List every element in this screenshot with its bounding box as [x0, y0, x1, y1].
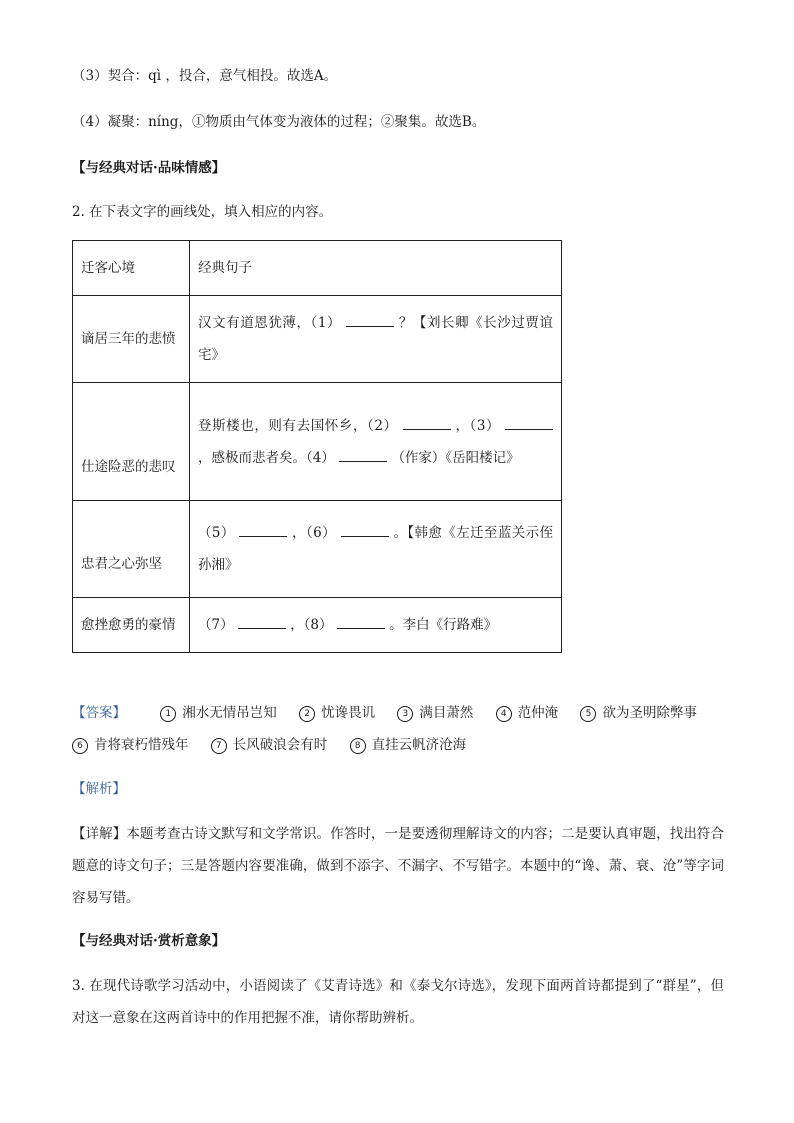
answer-block [72, 697, 724, 761]
answer-item: 2 忧谗畏讥 [299, 705, 375, 721]
fill-blank-1[interactable] [346, 312, 394, 327]
fill-blank-7[interactable] [238, 614, 286, 629]
answer-line-3: （3）契合：qì ，投合，意气相投。故选A。 [72, 68, 338, 84]
fill-blank-8[interactable] [337, 614, 385, 629]
question-3: 3. 在现代诗歌学习活动中，小语阅读了《艾青诗选》和《泰戈尔诗选》，发现下面两首诗都提到了“群星”，但对这一意象在这两首诗中的作用把握不准，请你帮助辨析。 [72, 978, 724, 1026]
question-2: 2. 在下表文字的画线处，填入相应的内容。 [72, 204, 333, 220]
fill-blank-4[interactable] [339, 447, 387, 462]
sentence-cell: 汉文有道恩犹薄，（1） ？【刘长卿《长沙过贾谊宅》 [190, 296, 562, 383]
answer-item: 7 长风破浪会有时 [211, 737, 328, 753]
answer-item: 4 范仲淹 [496, 705, 559, 721]
fill-blank-3[interactable] [505, 415, 553, 430]
answer-label: 【答案】 [72, 705, 126, 721]
detail-paragraph: 【详解】本题考查古诗文默写和文学常识。作答时，一是要透彻理解诗文的内容；二是要认真审题，找出符合题意的诗文句子；三是答题内容要准确，做到不添字、不漏字、不写错字。本题中的“谗、萧、衰、沧”等字词容易写错。 [72, 826, 724, 906]
mood-cell: 忠君之心弥坚 [73, 501, 190, 598]
answer-item: 5 欲为圣明除弊事 [580, 705, 697, 721]
header-mood: 迁客心境 [73, 241, 190, 296]
mood-cell: 谪居三年的悲愤 [73, 296, 190, 383]
section-heading-emotion: 【与经典对话·品味情感】 [72, 160, 226, 176]
mood-cell: 仕途险恶的悲叹 [73, 383, 190, 501]
poem-table [72, 240, 562, 653]
table-row [73, 296, 562, 383]
sentence-cell: （5） ，（6） 。【韩愈《左迁至蓝关示侄孙湘》 [190, 501, 562, 598]
answer-item: 8 直挂云帆济沧海 [350, 737, 467, 753]
table-row [73, 383, 562, 501]
mood-cell: 愈挫愈勇的豪情 [73, 598, 190, 653]
fill-blank-5[interactable] [239, 522, 287, 537]
header-sentence: 经典句子 [190, 241, 562, 296]
sentence-cell: 登斯楼也，则有去国怀乡，（2） ，（3） ，感极而悲者矣。（4） （作家）《岳阳楼记》 [190, 383, 562, 501]
table-row [73, 598, 562, 653]
analysis-label: 【解析】 [72, 781, 126, 797]
answer-item: 6 肯将衰朽惜残年 [72, 737, 189, 753]
table-header-row [73, 241, 562, 296]
answer-line-4: （4）凝聚：níng，①物质由气体变为液体的过程；②聚集。故选B。 [72, 114, 486, 130]
table-row [73, 501, 562, 598]
section-heading-imagery: 【与经典对话·赏析意象】 [72, 933, 226, 949]
sentence-cell: （7） ，（8） 。李白《行路难》 [190, 598, 562, 653]
fill-blank-2[interactable] [403, 415, 451, 430]
answer-item: 3 满目萧然 [397, 705, 473, 721]
fill-blank-6[interactable] [341, 522, 389, 537]
answer-item: 1 湘水无情吊岂知 [160, 705, 277, 721]
